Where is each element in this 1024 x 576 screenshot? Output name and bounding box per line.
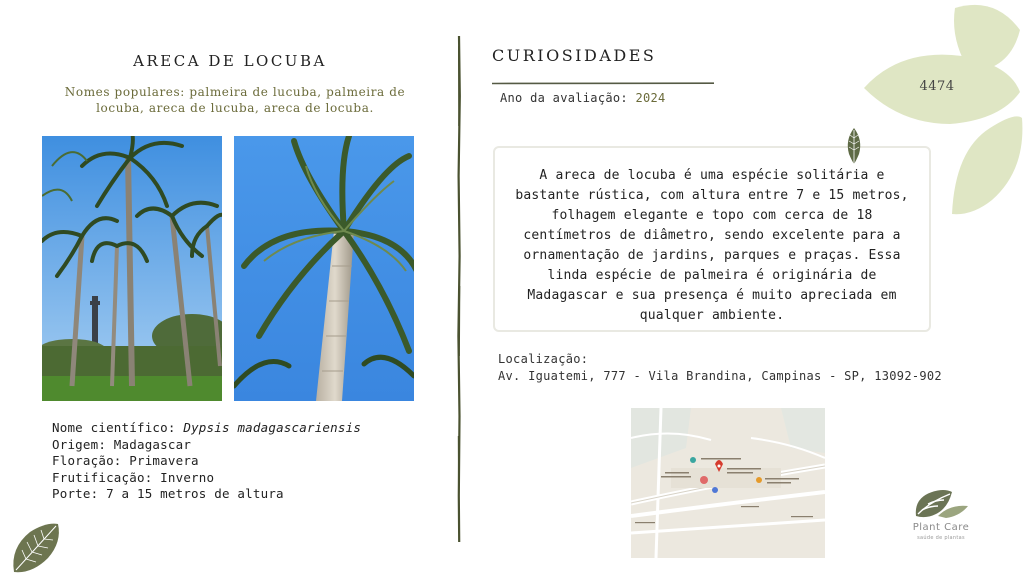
curiosities-title: CURIOSIDADES (492, 46, 657, 65)
evaluation-year (500, 91, 666, 105)
year-label: Ano da avaliação: (500, 91, 628, 105)
leaf-cluster-decoration (860, 0, 1024, 226)
bottom-leaf-icon (10, 520, 62, 576)
plant-care-logo (898, 486, 984, 526)
origin: Origem: Madagascar (52, 436, 192, 452)
plant-facts (52, 420, 361, 503)
location-map[interactable] (631, 408, 825, 558)
title-underline (492, 70, 714, 73)
popular-names (40, 84, 430, 116)
location-address: Av. Iguatemi, 777 - Vila Brandina, Campinas - SP, 13092-902 (498, 369, 942, 383)
plant-title: ARECA DE LOCUBA (133, 52, 327, 70)
location-label: Localização: (498, 352, 589, 366)
flowering: Floração: Primavera (52, 453, 199, 468)
small-leaf-icon (844, 126, 864, 166)
plant-code-badge: 4474 (919, 79, 955, 94)
scientific-name (52, 420, 361, 437)
scientific-name-value: Dypsis madagascariensis (183, 420, 362, 435)
palm-photo-group (42, 136, 222, 401)
scientific-name-label: Nome científico: (52, 420, 176, 435)
plant-size: Porte: 7 a 15 metros de altura (52, 486, 284, 501)
brand-name: Plant Care (912, 522, 970, 533)
year-value: 2024 (635, 91, 666, 105)
popular-names-value: palmeira de lucuba, palmeira de locuba, areca de lucuba, areca de locuba. (96, 85, 406, 115)
fruiting: Frutificação: Inverno (52, 469, 215, 485)
palm-photo-closeup (234, 136, 414, 401)
brand-tagline: saúde de plantas (917, 535, 965, 541)
brush-divider (456, 36, 462, 542)
popular-names-label: Nomes populares: (64, 85, 185, 99)
description-text: A areca de locuba é uma espécie solitária e bastante rústica, com altura entre 7 e 15 metros, folhagem elegante e topo com cerca de 18 centímetros de diâmetro, sendo excelente para a ornamentação de jardins, parques e praças. Essa linda espécie de palmeira é originária de Madagascar e sua presença é muito apreciada em qualquer ambiente. (515, 168, 909, 323)
